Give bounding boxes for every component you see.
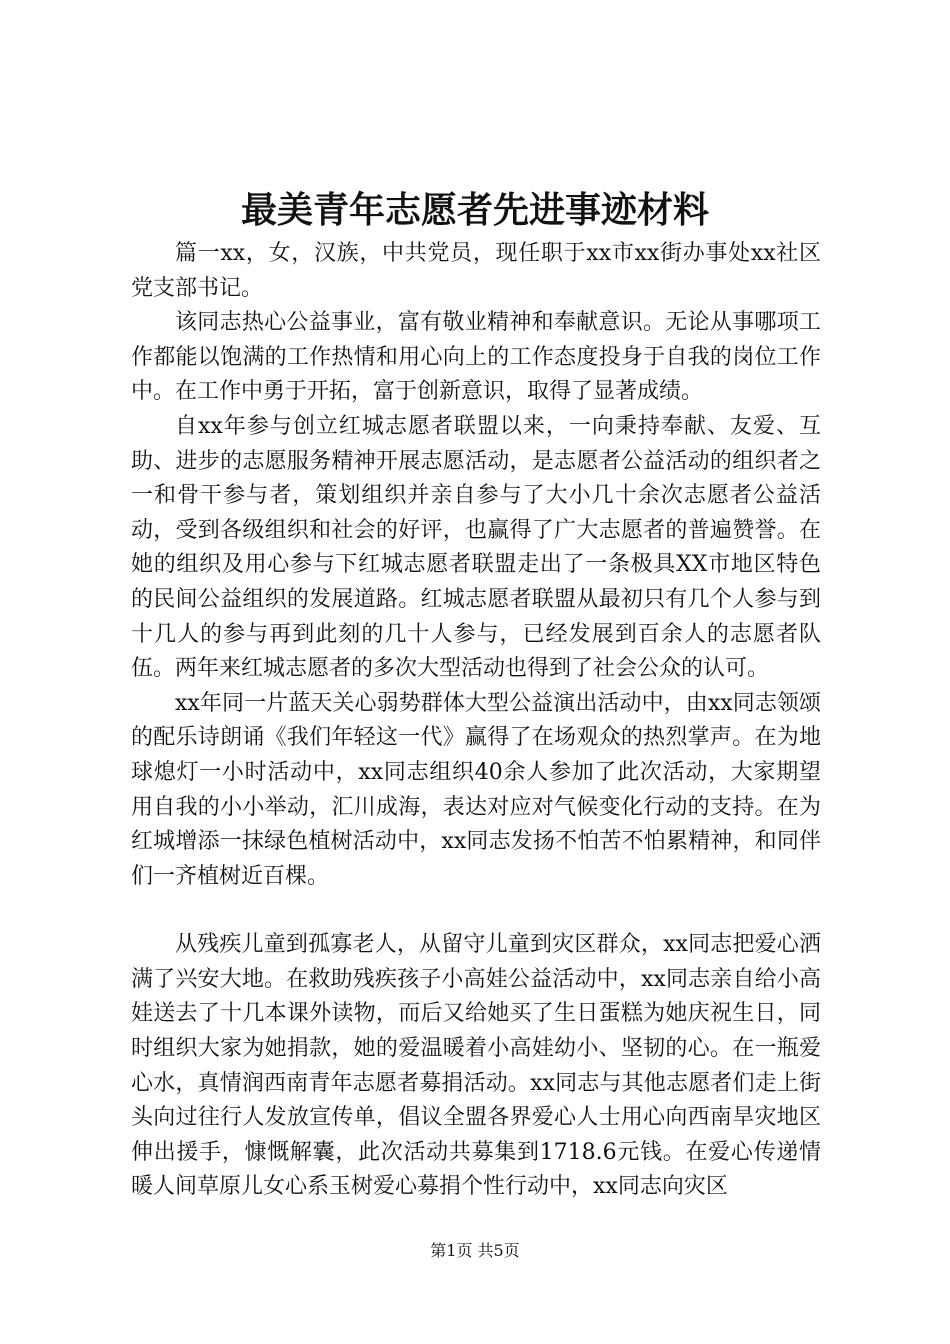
document-body	[131, 237, 821, 1205]
document-title: 最美青年志愿者先进事迹材料	[240, 189, 709, 231]
paragraph-charity: 从残疾儿童到孤寡老人，从留守儿童到灾区群众，xx同志把爱心洒满了兴安大地。在救助残疾孩子小高娃公益活动中，xx同志亲自给小高娃送去了十几本课外读物，而后又给她买了生日蛋糕为她庆祝生日，同时组织大家为她捐款，她的爱温暖着小高娃幼小、坚韧的心。在一瓶爱心水，真情润西南青年志愿者募捐活动。xx同志与其他志愿者们走上街头向过往行人发放宣传单，倡议全盟各界爱心人士用心向西南旱灾地区伸出援手，慷慨解囊，此次活动共募集到1718.6元钱。在爱心传递情暖人间草原儿女心系玉树爱心募捐个性行动中，xx同志向灾区	[131, 932, 821, 1200]
paragraph-volunteer-alliance: 自xx年参与创立红城志愿者联盟以来，一向秉持奉献、友爱、互助、进步的志愿服务精神开展志愿活动，是志愿者公益活动的组织者之一和骨干参与者，策划组织并亲自参与了大小几十余次志愿者公益活动，受到各级组织和社会的好评，也赢得了广大志愿者的普遍赞誉。在她的组织及用心参与下红城志愿者联盟走出了一条极具XX市地区特色的民间公益组织的发展道路。红城志愿者联盟从最初只有几个人参与到十几人的参与再到此刻的几十人参与，已经发展到百余人的志愿者队伍。两年来红城志愿者的多次大型活动也得到了社会公众的认可。	[131, 413, 821, 682]
paragraph-activities: xx年同一片蓝天关心弱势群体大型公益演出活动中，由xx同志领颂的配乐诗朗诵《我们年轻这一代》赢得了在场观众的热烈掌声。在为地球熄灯一小时活动中，xx同志组织40余人参加了此次活动，大家期望用自我的小小举动，汇川成海，表达对应对气候变化行动的支持。在为红城增添一抹绿色植树活动中，xx同志发扬不怕苦不怕累精神，和同伴们一齐植树近百棵。	[131, 690, 821, 889]
paragraph-intro: 篇一xx，女，汉族，中共党员，现任职于xx市xx街办事处xx社区党支部书记。	[131, 241, 821, 301]
paragraph-dedication: 该同志热心公益事业，富有敬业精神和奉献意识。无论从事哪项工作都能以饱满的工作热情和用心向上的工作态度投身于自我的岗位工作中。在工作中勇于开拓，富于创新意识，取得了显著成绩。	[131, 310, 821, 405]
page-number-footer: 第1页 共5页	[430, 1241, 520, 1260]
